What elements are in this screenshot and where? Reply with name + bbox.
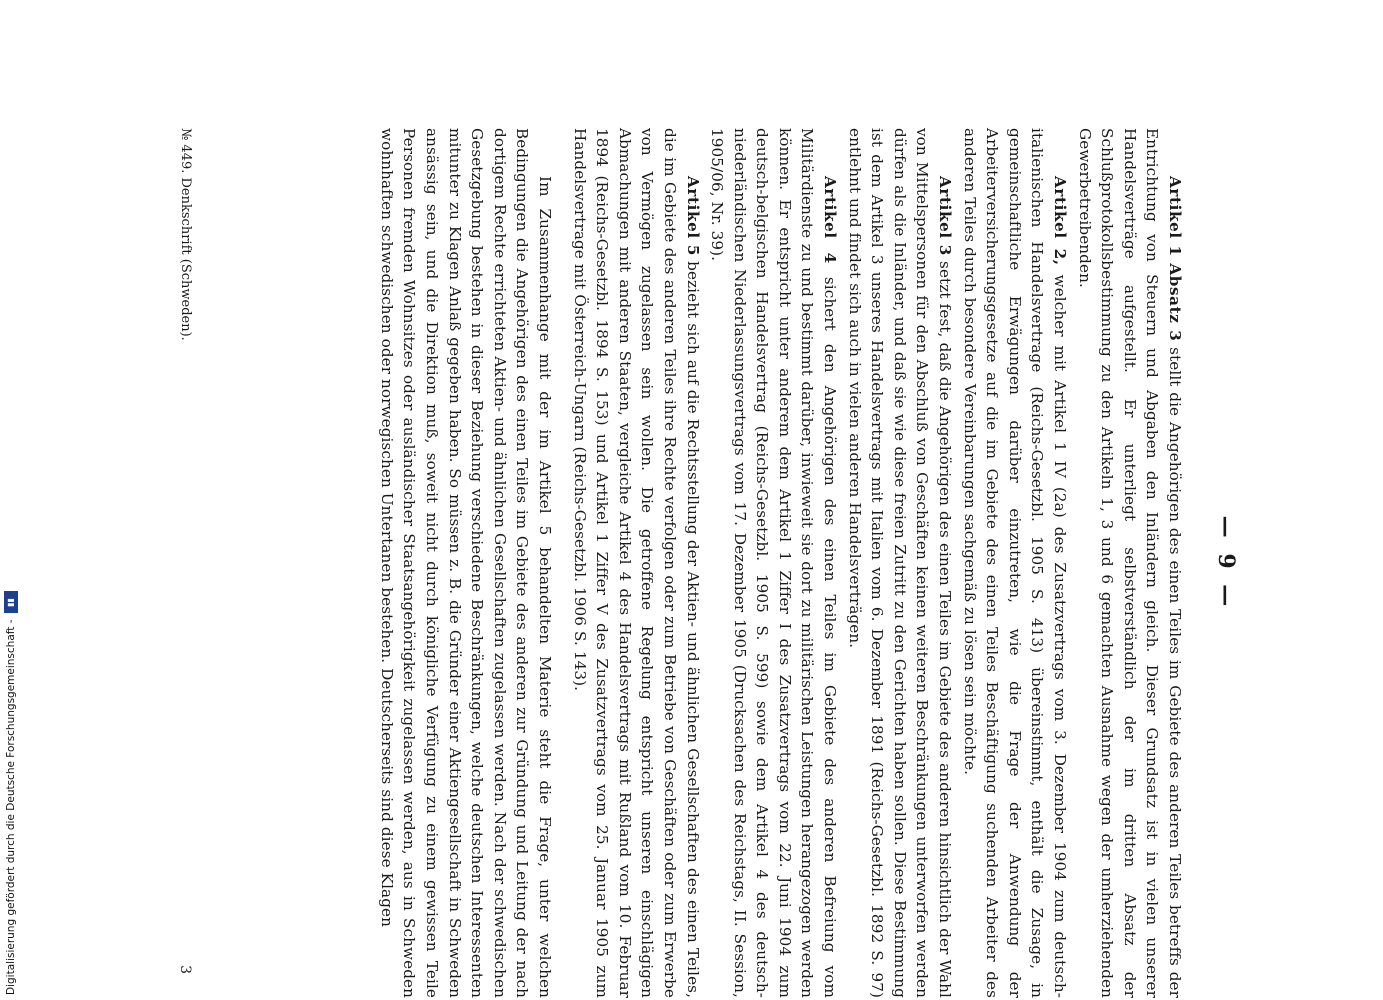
- page-number: — 9 —: [1213, 515, 1239, 611]
- paragraph-artikel-3: [843, 128, 956, 998]
- footer-sheet-number: 3: [177, 965, 193, 974]
- paragraph-text: Im Zusammenhange mit der im Artikel 5 behandelten Materie steht die Frage, unter welchen Bedingungen die Angehörigen des einen Teiles im Gebiete des anderen zur Gründung und Leitung der nach dortigem Rechte errichteten Aktien- und ähnlichen Gesellschaften zugelassen werden. Nach der schwedischen Gesetzgebung bestehen in dieser Beziehung verschiedene Beschränkungen, welche deutschen Interessenten mitunter zu Klagen Anlaß gegeben haben. So müssen z. B. die Gründer einer Aktiengesellschaft in Schweden ansässig sein, und die Direktion muß, soweit nicht durch königliche Verfügung zu einem gewissen Teile Personen fremden Wohnsitzes oder ausländischer Staatsangehörigkeit zugelassen werden, aus in Schweden wohnhaften schwedischen oder norwegischen Untertanen bestehen. Deutscherseits sind diese Klagen: [377, 128, 554, 998]
- paragraph-zusammenhang: [375, 128, 556, 998]
- paragraph-lead: Artikel 4: [821, 176, 840, 264]
- paragraph-lead: Artikel 5: [683, 176, 702, 256]
- paragraph-text: setzt fest, daß die Angehörigen des einen Teiles im Gebiete des anderen hinsichtlich der Wahl von Mittelspersonen für den Abschluß von Geschäften keinen weiteren Beschränkungen unterworfen werden dürfen als die Inländer, und daß sie wie diese freien Zutritt zu den Gerichten haben sollen. Diese Bestimmung ist dem Artikel 3 unseres Handelsvertrags mit Italien vom 6. Dezember 1891 (Reichs-Gesetzbl. 1892 S. 97) entlehnt und findet sich auch in vielen anderen Handelsverträgen.: [845, 128, 955, 998]
- paragraph-text: sichert den Angehörigen des einen Teiles im Gebiete des anderen Befreiung vom Militärdienste zu und bestimmt darüber, inwieweit sie dort zu militärischen Leistungen herangezogen werden können. Er entspricht unter anderem dem Artikel 1 Ziffer I des Zusatzvertrags vom 22. Juni 1904 zum deutsch-belgischen Handelsvertrag (Reichs-Gesetzbl. 1905 S. 599) sowie dem Artikel 4 des deutsch-niederländischen Niederlassungsvertrags vom 17. Dezember 1905 (Drucksachen des Reichstags, II. Session, 1905/06, Nr. 39).: [708, 128, 840, 998]
- credit-text: Digitalisierung gefördert durch die Deutsche Forschungsgemeinschaft -: [5, 619, 17, 995]
- paragraph-lead: Artikel 3: [936, 176, 955, 256]
- rotated-page-content: [140, 128, 1240, 998]
- paragraph-artikel-1: [1073, 128, 1186, 998]
- paragraph-artikel-5: [568, 128, 704, 998]
- paragraph-lead: Artikel 2,: [1051, 176, 1070, 266]
- dfg-logo: ▮▮: [4, 591, 18, 613]
- digitization-credit: [0, 595, 22, 995]
- page-footer: [170, 128, 200, 998]
- paragraph-text: welcher mit Artikel 1 IV (2a) des Zusatzvertrags vom 3. Dezember 1904 zum deutsch-italienischen Handelsvertrage (Reichs-Gesetzbl. 1905 S. 413) übereinstimmt, enthält die Zusage, in gemeinschaftliche Erwägungen darüber einzutreten, wie die Frage der Anwendung der Arbeiterversicherungsgesetze auf die im Gebiete des einen Teiles Beschäftigung suchenden Arbeiter des anderen Teiles durch besondere Vereinbarungen sachgemäß zu lösen sein möchte.: [960, 128, 1070, 998]
- paragraph-artikel-2: [958, 128, 1071, 998]
- paragraph-text: bezieht sich auf die Rechtsstellung der Aktien- und ähnlichen Gesellschaften des einen Teiles, die im Gebiete des anderen Teiles ihre Rechte verfolgen oder zum Betriebe von Geschäften oder zum Erwerbe von Vermögen zugelassen sein wollen. Die getroffene Regelung entspricht unseren einschlägigen Abmachungen mit anderen Staaten, vergleiche Artikel 4 des Handelsvertrags mit Rußland vom 10. Februar 1894 (Reichs-Gesetzbl. 1894 S. 153) und Artikel 1 Ziffer V des Zusatzvertrags vom 25. Januar 1905 zum Handelsvertrage mit Österreich-Ungarn (Reichs-Gesetzbl. 1906 S. 143).: [570, 128, 702, 998]
- paragraph-artikel-4: [706, 128, 842, 998]
- footer-document-reference: № 449. Denkschrift (Schweden).: [178, 128, 193, 341]
- paragraph-text: stellt die Angehörigen des einen Teiles im Gebiete des anderen Teiles betreffs der Entrichtung von Steuern und Abgaben den Inländern gleich. Dieser Grundsatz ist in vielen unserer Handelsverträge aufgestellt. Er unterliegt selbstverständlich der im dritten Absatz der Schlußprotokollsbestimmung zu den Artikeln 1, 3 und 6 gemachten Ausnahme wegen der umherziehenden Gewerbetreibenden.: [1075, 128, 1184, 998]
- paragraph-lead: Artikel 1 Absatz 3: [1166, 176, 1184, 342]
